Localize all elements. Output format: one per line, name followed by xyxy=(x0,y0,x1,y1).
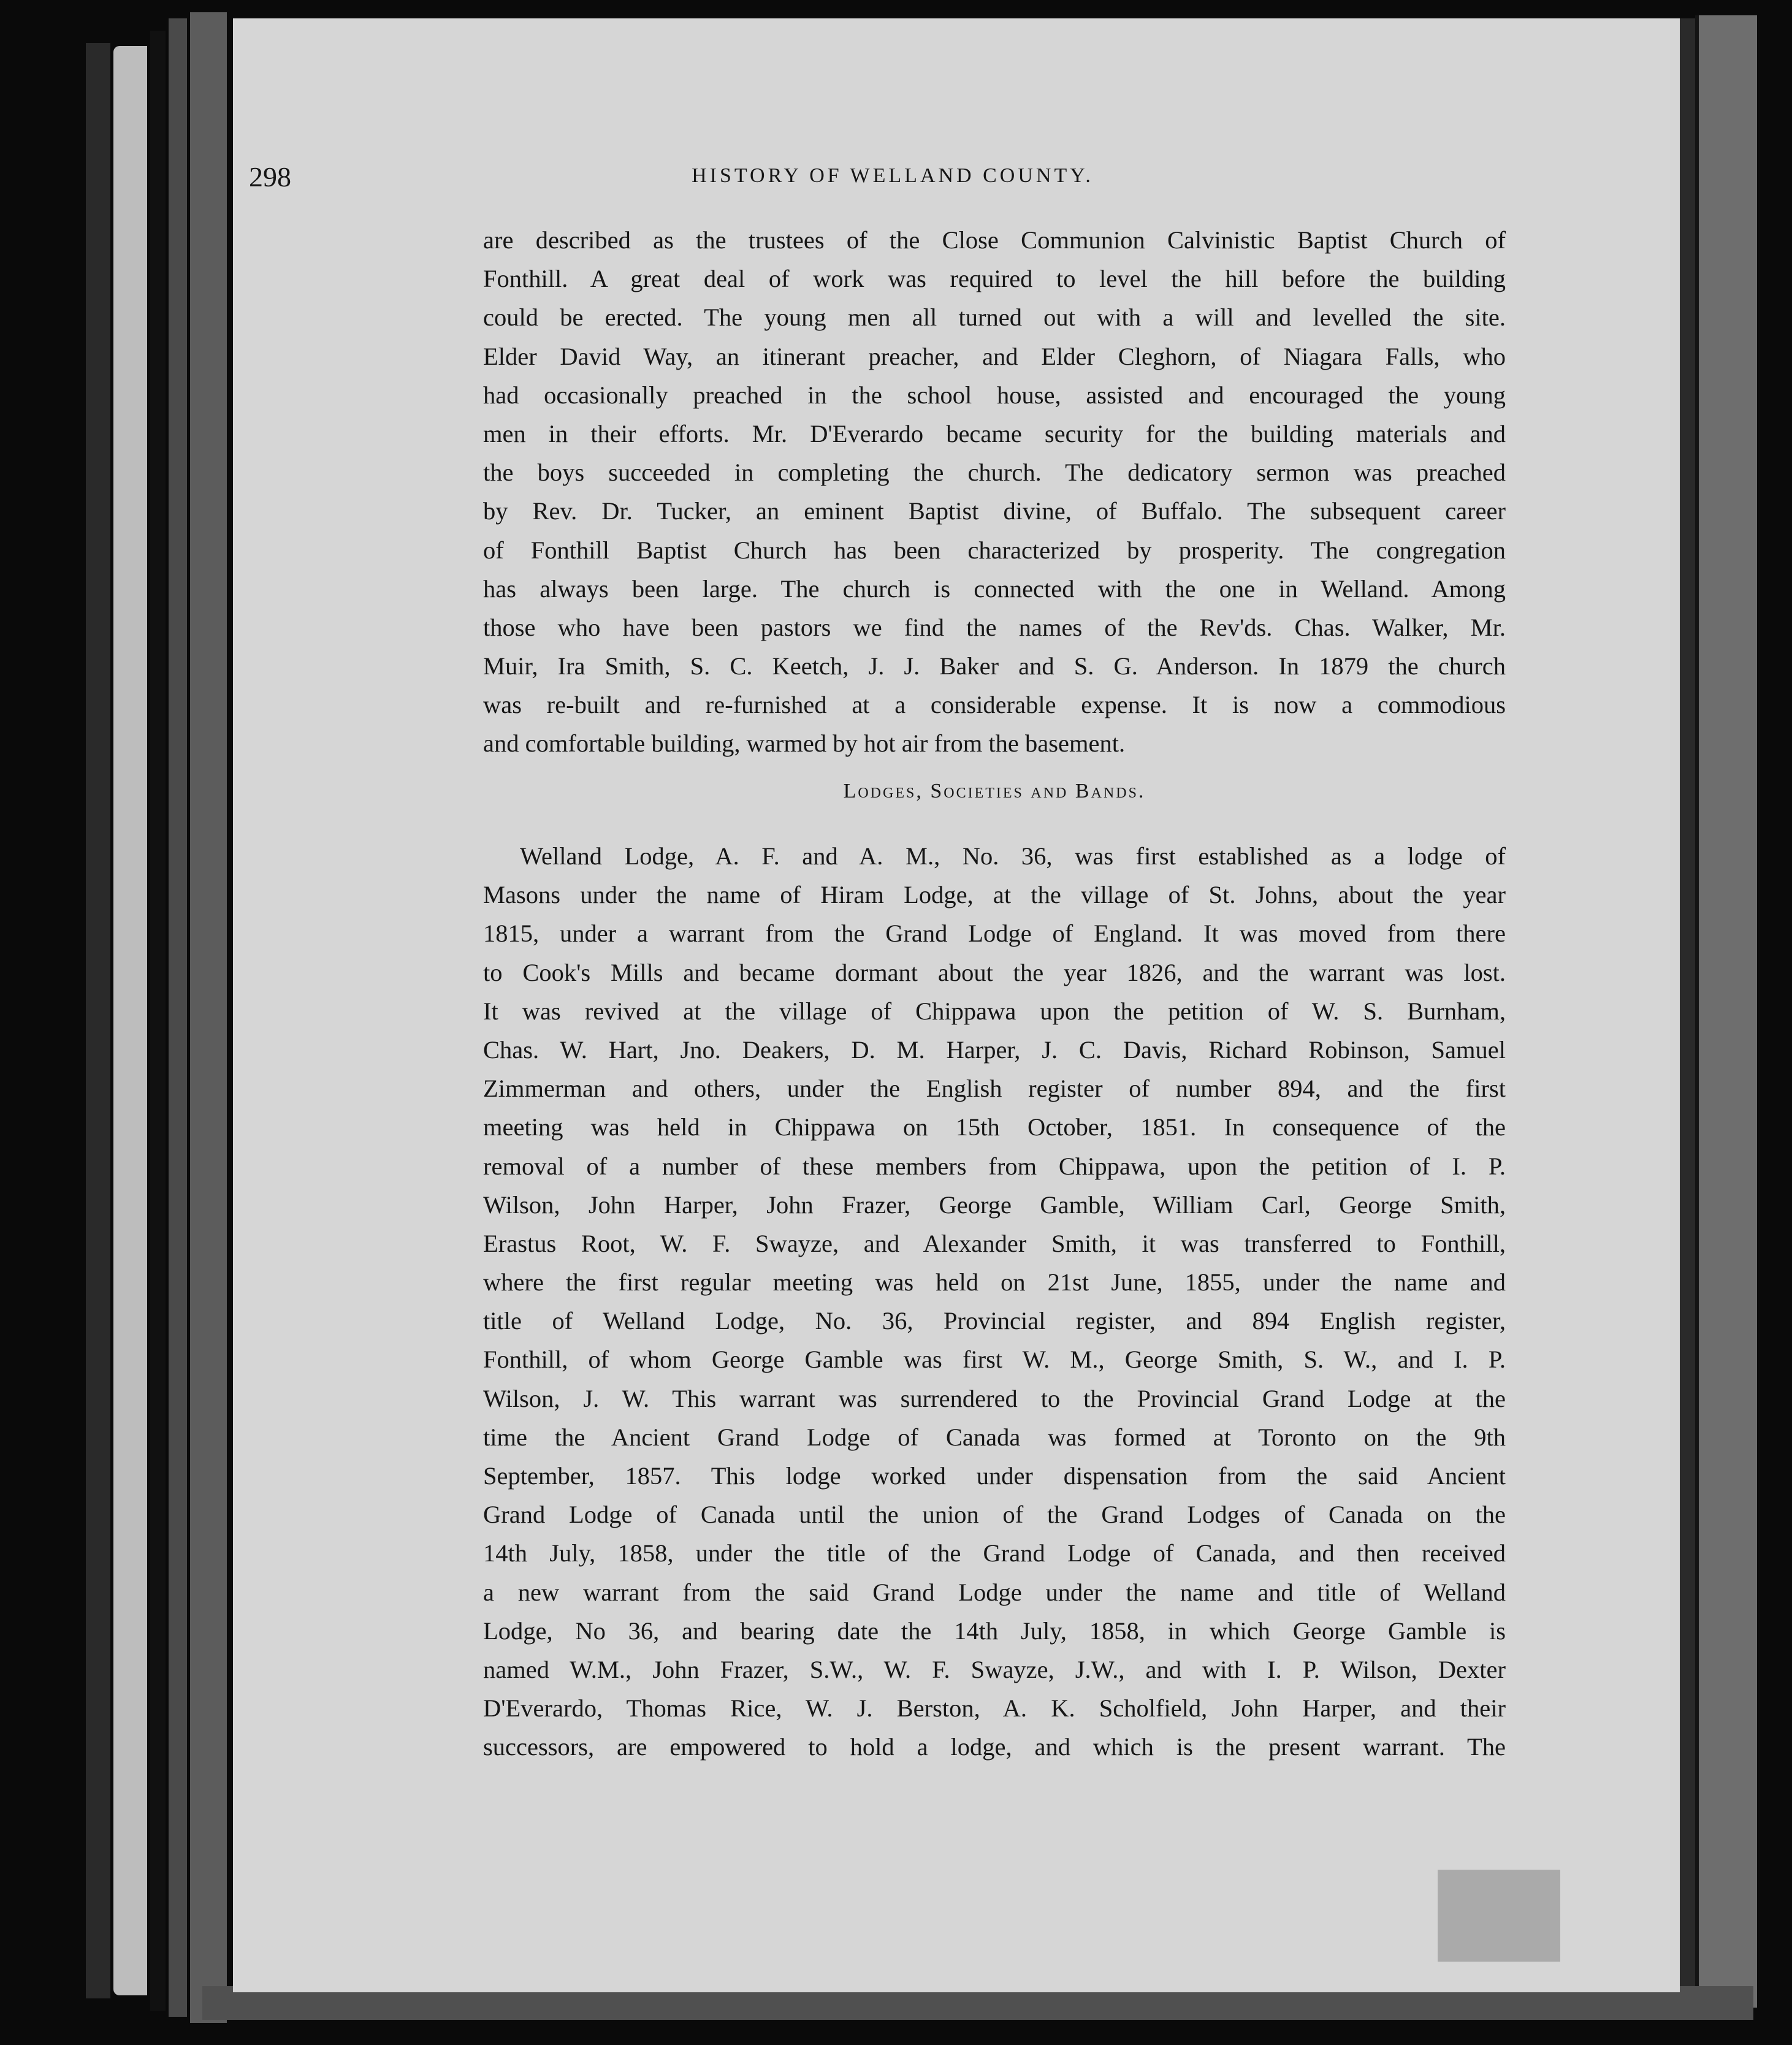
text-line: those who have been pastors we find the names of the Rev'ds. Chas. Walker, Mr. xyxy=(483,613,1506,641)
text-line: removal of a number of these members from Chippawa, upon the petition of I. P. xyxy=(483,1152,1506,1180)
paragraph-baptist-church xyxy=(483,221,1506,763)
text-line: Muir, Ira Smith, S. C. Keetch, J. J. Baker and S. G. Anderson. In 1879 the church xyxy=(483,652,1506,680)
text-line: 1815, under a warrant from the Grand Lodge of England. It was moved from there xyxy=(483,920,1506,948)
text-line: Wilson, J. W. This warrant was surrendered to the Provincial Grand Lodge at the xyxy=(483,1384,1506,1412)
page-smudge xyxy=(1438,1870,1560,1962)
paragraph-welland-lodge xyxy=(483,837,1506,1767)
text-line: a new warrant from the said Grand Lodge under the name and title of Welland xyxy=(483,1578,1506,1606)
book-spine-edge xyxy=(86,43,110,1998)
text-line: and comfortable building, warmed by hot air from the basement. xyxy=(483,729,1126,758)
text-line: Elder David Way, an itinerant preacher, and Elder Cleghorn, of Niagara Falls, who xyxy=(483,342,1506,370)
text-line: named W.M., John Frazer, S.W., W. F. Swayze, J.W., and with I. P. Wilson, Dexter xyxy=(483,1655,1506,1683)
book-spine-edge xyxy=(190,12,227,2023)
text-line: meeting was held in Chippawa on 15th October, 1851. In consequence of the xyxy=(483,1113,1506,1141)
text-line: title of Welland Lodge, No. 36, Provincial register, and 894 English register, xyxy=(483,1307,1506,1335)
text-line: Welland Lodge, A. F. and A. M., No. 36, was first established as a lodge of xyxy=(520,842,1506,870)
text-line: Erastus Root, W. F. Swayze, and Alexander Smith, it was transferred to Fonthill, xyxy=(483,1229,1506,1257)
text-line: of Fonthill Baptist Church has been characterized by prosperity. The congregation xyxy=(483,536,1506,564)
book-spine-edge xyxy=(169,18,187,2017)
text-line: Lodge, No 36, and bearing date the 14th July, 1858, in which George Gamble is xyxy=(483,1617,1506,1645)
text-line: Chas. W. Hart, Jno. Deakers, D. M. Harper, J. C. Davis, Richard Robinson, Samuel xyxy=(483,1035,1506,1064)
text-line: Masons under the name of Hiram Lodge, at the village of St. Johns, about the year xyxy=(483,881,1506,909)
running-head xyxy=(249,161,1512,197)
text-line: had occasionally preached in the school house, assisted and encouraged the young xyxy=(483,381,1506,409)
section-heading: Lodges, Societies and Bands. xyxy=(843,780,1146,802)
text-line: time the Ancient Grand Lodge of Canada was formed at Toronto on the 9th xyxy=(483,1423,1506,1451)
page-number: 298 xyxy=(249,161,291,192)
running-head-title: HISTORY OF WELLAND COUNTY. xyxy=(692,164,1094,187)
text-line: was re-built and re-furnished at a considerable expense. It is now a commodious xyxy=(483,691,1506,719)
text-line: where the first regular meeting was held on 21st June, 1855, under the name and xyxy=(483,1268,1506,1297)
text-line: Grand Lodge of Canada until the union of the Grand Lodges of Canada on the xyxy=(483,1501,1506,1529)
book-right-edge xyxy=(1695,15,1757,2008)
text-line: D'Everardo, Thomas Rice, W. J. Berston, A. K. Scholfield, John Harper, and their xyxy=(483,1694,1506,1723)
text-line: are described as the trustees of the Close Communion Calvinistic Baptist Church of xyxy=(483,226,1506,254)
text-line: 14th July, 1858, under the title of the Grand Lodge of Canada, and then received xyxy=(483,1539,1506,1567)
text-line: September, 1857. This lodge worked under dispensation from the said Ancient xyxy=(483,1462,1506,1490)
text-line: Zimmerman and others, under the English register of number 894, and the first xyxy=(483,1075,1506,1103)
text-line: by Rev. Dr. Tucker, an eminent Baptist divine, of Buffalo. The subsequent career xyxy=(483,497,1506,525)
text-line: could be erected. The young men all turned out with a will and levelled the site. xyxy=(483,303,1506,332)
text-line: has always been large. The church is connected with the one in Welland. Among xyxy=(483,574,1506,603)
text-line: Fonthill, of whom George Gamble was first W. M., George Smith, S. W., and I. P. xyxy=(483,1346,1506,1374)
text-line: successors, are empowered to hold a lodge, and which is the present warrant. The xyxy=(483,1733,1506,1761)
text-line: men in their efforts. Mr. D'Everardo became security for the building materials and xyxy=(483,419,1506,447)
text-line: to Cook's Mills and became dormant about the year 1826, and the warrant was lost. xyxy=(483,958,1506,986)
text-line: It was revived at the village of Chippawa upon the petition of W. S. Burnham, xyxy=(483,997,1506,1025)
book-page-edge xyxy=(113,46,147,1995)
book-spine-edge xyxy=(150,31,166,2011)
text-line: Wilson, John Harper, John Frazer, George Gamble, William Carl, George Smith, xyxy=(483,1190,1506,1219)
text-line: Fonthill. A great deal of work was required to level the hill before the building xyxy=(483,265,1506,293)
text-line: the boys succeeded in completing the church. The dedicatory sermon was preached xyxy=(483,459,1506,487)
